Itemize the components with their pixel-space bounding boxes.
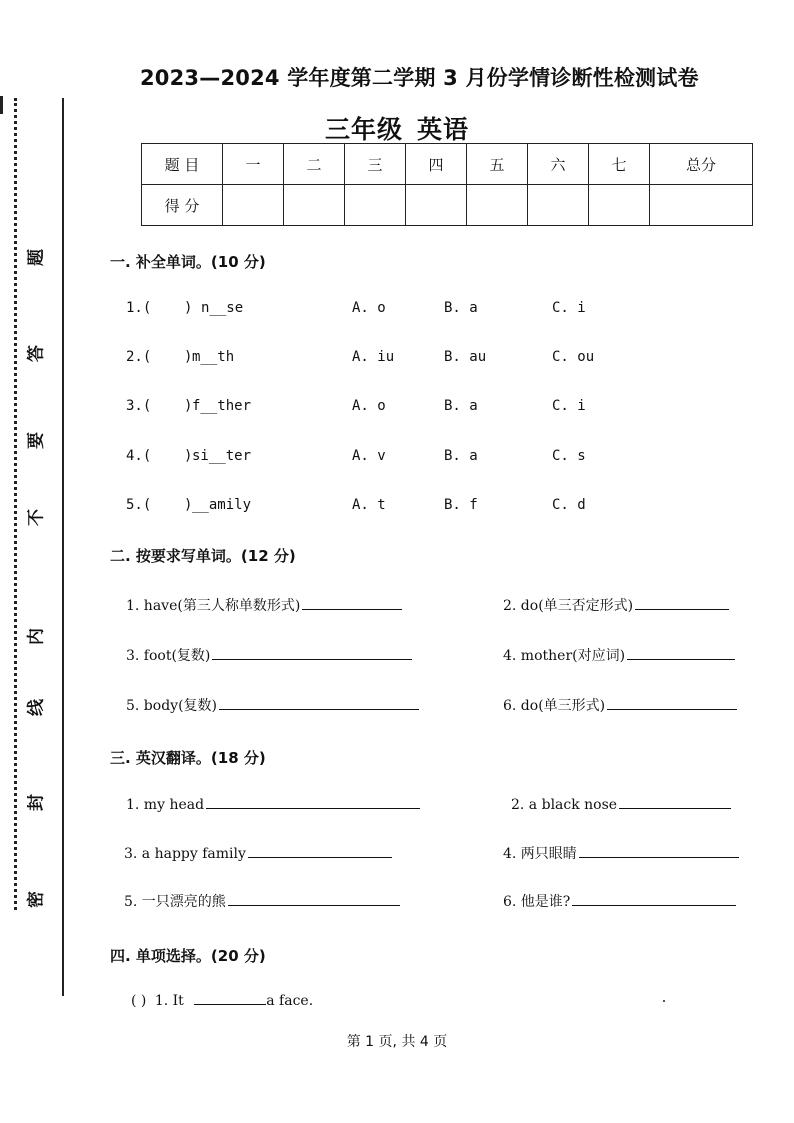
question-text: 6. do(单三形式) xyxy=(503,698,606,714)
question-item xyxy=(131,990,313,1009)
question-number: 3.( xyxy=(126,398,152,414)
question-word: si__ter xyxy=(192,448,252,464)
answer-blank[interactable] xyxy=(248,843,392,858)
option-a: A. v xyxy=(352,448,386,464)
margin-char: 线 xyxy=(26,699,47,716)
column-header: 五 xyxy=(467,144,528,185)
question-paren-close: ) xyxy=(184,448,193,464)
question-item xyxy=(503,645,735,665)
score-table-score-row xyxy=(142,185,753,226)
option-b: B. a xyxy=(444,448,478,464)
question-text: 1. It xyxy=(154,993,184,1009)
margin-char: 封 xyxy=(26,794,47,811)
score-table-header-row xyxy=(142,144,753,185)
answer-blank[interactable] xyxy=(219,695,419,710)
score-cell[interactable] xyxy=(467,185,528,226)
binding-dotted-line xyxy=(14,98,17,910)
margin-char: 要 xyxy=(26,432,47,449)
column-header: 三 xyxy=(345,144,406,185)
section-title: 四. 单项选择。(20 分) xyxy=(110,947,266,965)
section-title: 二. 按要求写单词。(12 分) xyxy=(110,547,296,565)
margin-char: 题 xyxy=(26,249,47,266)
question-number: 1.( xyxy=(126,300,152,316)
question-paren-close: ) xyxy=(184,398,193,414)
option-a: A. iu xyxy=(352,349,395,365)
exam-subtitle xyxy=(0,110,794,146)
question-item xyxy=(124,843,392,862)
question-word: __amily xyxy=(192,497,252,513)
option-c: C. ou xyxy=(552,349,595,365)
question-word: n__se xyxy=(201,300,244,316)
answer-blank[interactable] xyxy=(228,891,400,906)
answer-paren[interactable]: ( ) xyxy=(131,993,147,1009)
question-text: 3. a happy family xyxy=(124,846,246,862)
margin-char: 密 xyxy=(26,891,47,908)
answer-blank[interactable] xyxy=(194,990,266,1005)
column-header: 六 xyxy=(528,144,589,185)
column-header: 总分 xyxy=(650,144,753,185)
question-text: a face. xyxy=(266,993,314,1009)
question-number: 2.( xyxy=(126,349,152,365)
question-item xyxy=(511,794,731,813)
option-a: A. o xyxy=(352,398,386,414)
score-table xyxy=(141,143,753,226)
question-item xyxy=(124,891,400,911)
option-b: B. au xyxy=(444,349,487,365)
answer-blank[interactable] xyxy=(302,595,402,610)
option-b: B. f xyxy=(444,497,478,513)
column-header: 七 xyxy=(589,144,650,185)
answer-blank[interactable] xyxy=(572,891,736,906)
question-text: 1. my head xyxy=(126,797,205,813)
margin-char: 答 xyxy=(26,345,47,362)
question-word: f__ther xyxy=(192,398,252,414)
question-item xyxy=(503,595,729,615)
question-text: 4. mother(对应词) xyxy=(503,648,626,664)
binding-solid-line xyxy=(62,98,64,996)
answer-blank[interactable] xyxy=(635,595,729,610)
option-a: A. t xyxy=(352,497,386,513)
question-paren-close: ) xyxy=(184,349,193,365)
answer-blank[interactable] xyxy=(579,843,739,858)
question-text: 4. 两只眼睛 xyxy=(503,846,577,862)
score-cell[interactable] xyxy=(284,185,345,226)
margin-char: 内 xyxy=(26,628,47,645)
question-text: 2. a black nose xyxy=(511,797,618,813)
section-title: 三. 英汉翻译。(18 分) xyxy=(110,749,266,767)
question-paren-close: ) xyxy=(184,300,193,316)
exam-title: 2023—2024 学年度第二学期 3 月份学情诊断性检测试卷 xyxy=(140,66,699,90)
question-number: 5.( xyxy=(126,497,152,513)
question-text: 5. 一只漂亮的熊 xyxy=(124,894,226,910)
column-header: 四 xyxy=(406,144,467,185)
question-text: 2. do(单三否定形式) xyxy=(503,598,634,614)
question-item xyxy=(126,794,420,813)
question-text: 1. have(第三人称单数形式) xyxy=(126,598,301,614)
score-cell[interactable] xyxy=(528,185,589,226)
score-cell[interactable] xyxy=(589,185,650,226)
option-c: C. s xyxy=(552,448,586,464)
question-text: 3. foot(复数) xyxy=(126,648,211,664)
question-item xyxy=(126,595,402,615)
scan-speck xyxy=(663,1000,665,1002)
answer-blank[interactable] xyxy=(627,645,735,660)
question-number: 4.( xyxy=(126,448,152,464)
option-a: A. o xyxy=(352,300,386,316)
answer-blank[interactable] xyxy=(212,645,412,660)
answer-blank[interactable] xyxy=(607,695,737,710)
option-c: C. i xyxy=(552,300,586,316)
answer-blank[interactable] xyxy=(206,794,420,809)
grade-label: 三年级 xyxy=(324,115,403,144)
option-c: C. i xyxy=(552,398,586,414)
question-item xyxy=(503,695,737,715)
question-item xyxy=(503,843,739,863)
section-title: 一. 补全单词。(10 分) xyxy=(110,253,266,271)
question-text: 6. 他是谁? xyxy=(503,894,571,910)
answer-blank[interactable] xyxy=(619,794,731,809)
row-label: 得 分 xyxy=(142,185,223,226)
question-item xyxy=(126,695,419,715)
question-item xyxy=(126,645,412,665)
column-header: 一 xyxy=(223,144,284,185)
question-text: 5. body(复数) xyxy=(126,698,217,714)
score-cell[interactable] xyxy=(406,185,467,226)
column-header: 二 xyxy=(284,144,345,185)
question-item xyxy=(503,891,736,911)
score-cell[interactable] xyxy=(650,185,753,226)
question-paren-close: ) xyxy=(184,497,193,513)
row-label: 题 目 xyxy=(142,144,223,185)
option-c: C. d xyxy=(552,497,586,513)
margin-char: 不 xyxy=(26,509,47,526)
option-b: B. a xyxy=(444,398,478,414)
score-cell[interactable] xyxy=(345,185,406,226)
question-word: m__th xyxy=(192,349,235,365)
subject-label: 英语 xyxy=(417,115,470,144)
score-cell[interactable] xyxy=(223,185,284,226)
page-footer: 第 1 页, 共 4 页 xyxy=(346,1034,448,1050)
option-b: B. a xyxy=(444,300,478,316)
